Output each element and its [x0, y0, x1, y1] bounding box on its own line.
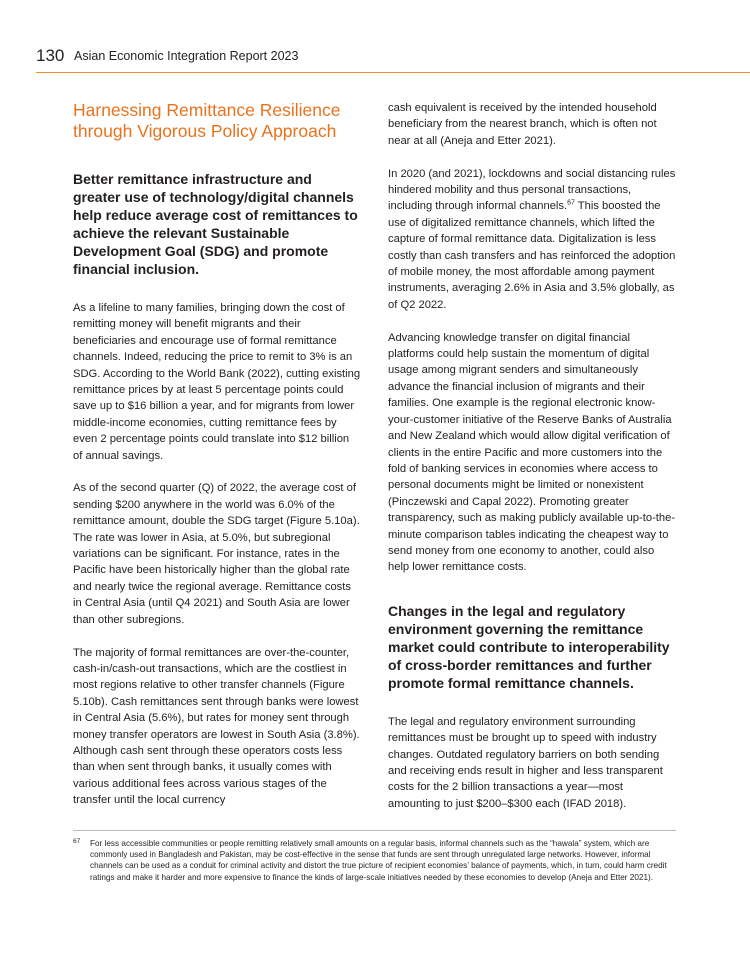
paragraph-formal-remittances: The majority of formal remittances are over-the-counter, cash-in/cash-out transactions, which are the costliest in most regions relative to other transfer channels (Figure 5.10b). Cash remittances sent through banks were lowest in Central Asia (5.6%), but rates for money sent through money transfer operators are lowest in South Asia (3.8%). Although cash sent through these operators costs less than when sent through banks, it usually comes with various additional fees across various stages of the transfer until the local currency [73, 646, 360, 807]
paragraph-knowledge-transfer: Advancing knowledge transfer on digital financial platforms could help sustain the momentum of digital usage among migrant senders and simultaneously advance the financial inclusion of migrants and their families. One example is the regional electronic know-your-customer initiative of the Reserve Banks of Australia and New Zealand which would allow digital verification of clients in the entire Pacific and more customers into the fold of banking services in economies where access to personal documents might be limited or nonexistent (Pinczewski and Capal 2022). Promoting greater transparency, such as making publicly available up-to-the-minute comparison tables indicating the cheapest way to send money from one economy to another, could also help lower remittance costs. [388, 331, 676, 574]
report-title: Asian Economic Integration Report 2023 [74, 49, 299, 63]
paragraph-lockdowns-part-1: In 2020 (and 2021), lockdowns and social distancing rules hindered mobility and thus personal transactions, including through informal channels. [388, 167, 676, 213]
subheading-remittance-infrastructure: Better remittance infrastructure and greater use of technology/digital channels help reduce average cost of remittances to achieve the relevant Sustainable Development Goal (SDG) and promote financial inclusion. [73, 171, 358, 277]
section-heading: Harnessing Remittance Resilience through Vigorous Policy Approach [73, 100, 341, 141]
page-number: 130 [36, 46, 65, 65]
left-column [73, 100, 361, 825]
footnote-number: 67 [73, 838, 81, 845]
paragraph-lifeline: As a lifeline to many families, bringing down the cost of remitting money will benefit migrants and their beneficiaries and encourage use of formal remittance channels. Indeed, reducing the price to remit to 3% is an SDG. According to the World Bank (2022), cutting existing remittance prices by at least 5 percentage points could save up to $16 billion a year, and for migrants from lower middle-income economies, cutting remittance fees by even 2 percentage points could translate into $12 billion of annual savings. [73, 302, 361, 462]
paragraph-cash-equivalent: cash equivalent is received by the intended household beneficiary from the nearest branch, which is often not near at all (Aneja and Etter 2021). [388, 102, 657, 147]
page-header [36, 46, 750, 76]
right-column [388, 100, 676, 829]
footnote-reference[interactable]: 67 [567, 199, 575, 207]
paragraph-average-cost: As of the second quarter (Q) of 2022, the average cost of sending $200 anywhere in the world was 6.0% of the remittance amount, double the SDG target (Figure 5.10a). The rate was lower in Asia, at 5.0%, but subregional variations can be significant. For instance, rates in the Pacific have been historically higher than the global rate and nearly twice the regional average. Remittance costs in Central Asia (until Q4 2021) and South Asia are lower than other subregions. [73, 482, 360, 626]
footnote-text: For less accessible communities or people remitting relatively small amounts on a regular basis, informal channels such as the “hawala” system, which are commonly used in Bangladesh and Pakistan, may be cost-effective in the sense that funds are sent through unregulated large networks. However, informal channels can be used as a conduit for criminal activity and distort the true picture of recipient economies’ balance of payments, which, in turn, could harm credit ratings and make it harder and more expensive to finance the kinds of large-scale initiatives needed by these economies to develop (Aneja and Etter 2021). [90, 839, 667, 882]
paragraph-lockdowns [388, 166, 676, 314]
footnotes [73, 830, 676, 883]
paragraph-legal-environment: The legal and regulatory environment surrounding remittances must be brought up to speed with industry changes. Outdated regulatory barriers on both sending and receiving ends result in higher and less transparent costs for the 2 billion transactions a year—most amounting to just $200–$300 each (IFAD 2018). [388, 715, 663, 810]
footnote-item [73, 838, 676, 883]
subheading-legal-regulatory: Changes in the legal and regulatory environment governing the remittance market could contribute to interoperability of cross-border remittances and further promote formal remittance channels. [388, 602, 670, 691]
paragraph-lockdowns-part-2: This boosted the use of digitalized remittance channels, which lifted the capture of formal remittance data. Digitalization is less costly than cash transfers and has reinforced the adoption of mobile money, the most affordable among payment instruments, averaging 2.6% in Asia and 3.5% globally, as of Q2 2022. [388, 200, 676, 311]
footnote-divider [73, 830, 676, 831]
header-divider [36, 72, 750, 73]
